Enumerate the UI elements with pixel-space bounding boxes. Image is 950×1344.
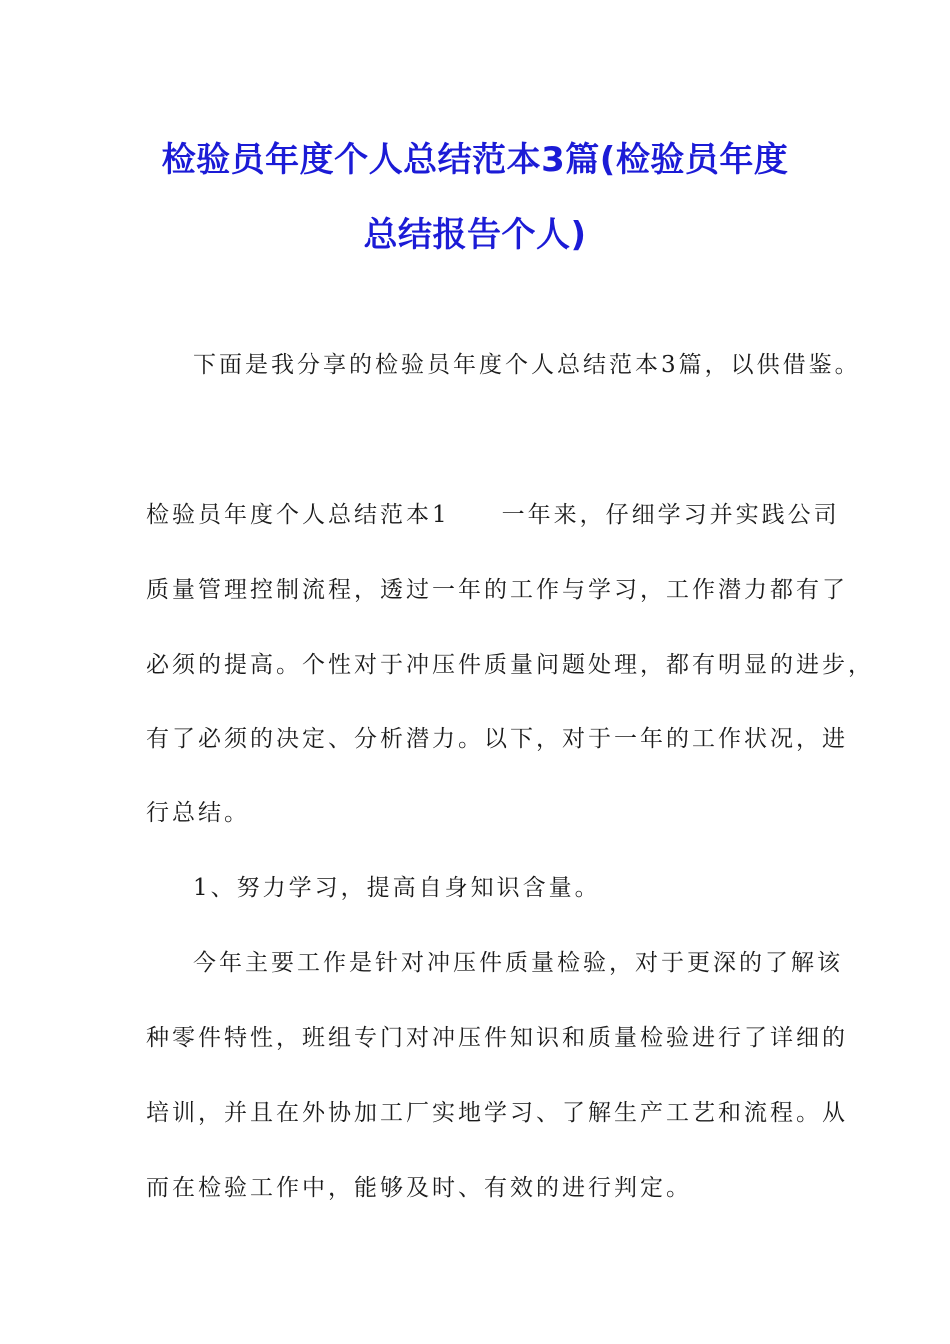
document-title-line-1: 检验员年度个人总结范本3篇(检验员年度 [161,140,789,180]
body-line: 检验员年度个人总结范本1 一年来，仔细学习并实践公司 [146,502,840,528]
section-heading: 1、努力学习，提高自身知识含量。 [193,875,601,901]
body-line: 有了必须的决定、分析潜力。以下，对于一年的工作状况，进 [146,726,848,752]
intro-paragraph: 下面是我分享的检验员年度个人总结范本3篇，以供借鉴。 [193,352,861,378]
body-line: 而在检验工作中，能够及时、有效的进行判定。 [146,1175,692,1201]
document-title-line-2: 总结报告个人) [363,215,587,255]
body-line: 必须的提高。个性对于冲压件质量问题处理，都有明显的进步， [146,652,874,678]
body-line: 培训，并且在外协加工厂实地学习、了解生产工艺和流程。从 [146,1100,848,1126]
body-line: 种零件特性，班组专门对冲压件知识和质量检验进行了详细的 [146,1025,848,1051]
body-line: 质量管理控制流程，透过一年的工作与学习，工作潜力都有了 [146,577,848,603]
body-line: 今年主要工作是针对冲压件质量检验，对于更深的了解该 [193,950,843,976]
body-line: 行总结。 [146,800,250,826]
